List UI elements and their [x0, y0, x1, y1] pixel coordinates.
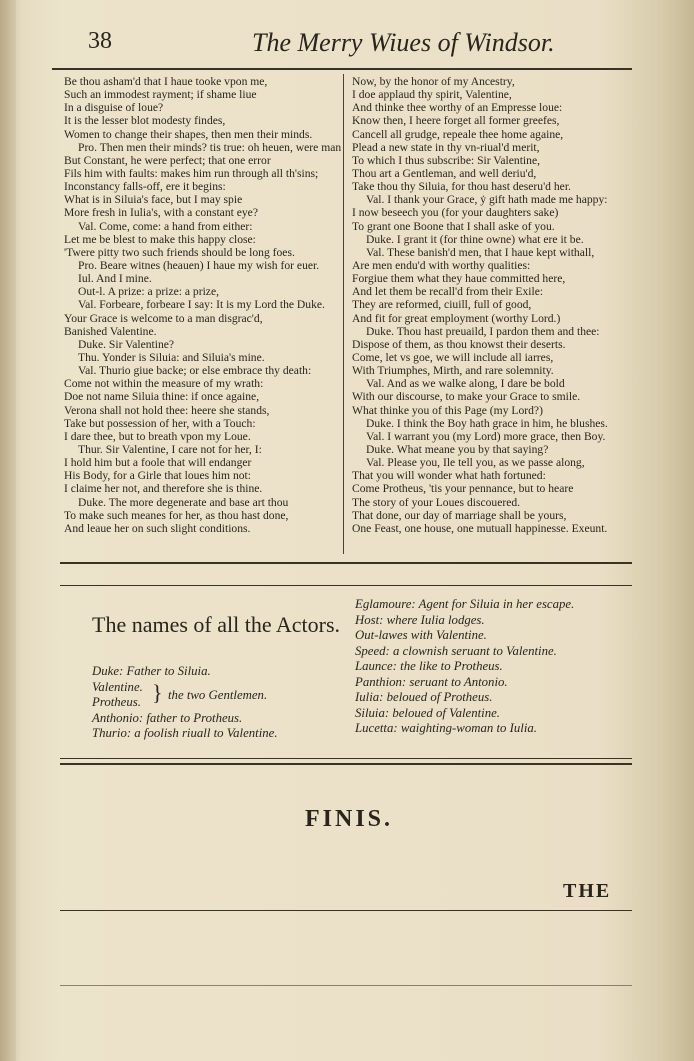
- text-line: But Constant, he were perfect; that one error: [64, 153, 271, 167]
- text-line: Val. I thank your Grace, ẏ gift hath made me happy:: [366, 193, 608, 207]
- text-line: In a disguise of loue?: [64, 101, 164, 115]
- text-line: Val. And as we walke along, I dare be bold: [366, 377, 565, 391]
- text-line: Inconstancy falls-off, ere it begins:: [64, 180, 226, 194]
- actor-entry: Protheus.: [92, 695, 141, 709]
- text-line: And let them be recall'd from their Exile:: [352, 285, 544, 299]
- text-line: Duke. Sir Valentine?: [78, 337, 175, 351]
- actors-bottom-rule: [60, 758, 632, 759]
- text-line: Out-l. A prize: a prize: a prize,: [78, 285, 219, 299]
- brace-mark: }: [152, 680, 163, 705]
- actor-entry: Valentine.: [92, 679, 143, 694]
- text-line: That you will wonder what hath fortuned:: [352, 469, 546, 483]
- text-line: And thinke thee worthy of an Empresse loue:: [352, 101, 563, 115]
- right-text-column: [352, 75, 608, 535]
- actor-entry: Thurio: a foolish riuall to Valentine.: [92, 726, 278, 740]
- left-text-column: [64, 75, 341, 535]
- text-line: Such an immodest rayment; if shame liue: [64, 88, 257, 102]
- actors-bottom-rule-2: [60, 763, 632, 765]
- text-line: Pro. Then men their minds? tis true: oh heuen, were man: [78, 140, 342, 154]
- actor-entry: Eglamoure: Agent for Siluia in her escape.: [355, 597, 575, 611]
- text-line: Plead a new state in thy vn-riual'd merit,: [352, 140, 540, 154]
- text-line: Val. These banish'd men, that I haue kept withall,: [366, 245, 595, 259]
- text-line: To which I thus subscribe: Sir Valentine,: [352, 153, 540, 167]
- text-line: 'Twere pitty two such friends should be long foes.: [64, 245, 295, 259]
- text-line: Take but possession of her, with a Touch:: [64, 416, 256, 430]
- actor-entry: Panthion: seruant to Antonio.: [355, 674, 508, 689]
- text-line: And fit for great employment (worthy Lord.): [352, 311, 561, 325]
- actor-note: the two Gentlemen.: [168, 688, 268, 702]
- text-line: Iul. And I mine.: [78, 272, 152, 286]
- text-line: Come not within the measure of my wrath:: [64, 377, 264, 391]
- text-line: Thu. Yonder is Siluia: and Siluia's mine.: [78, 350, 265, 364]
- text-line: I claime her not, and therefore she is thine.: [64, 482, 263, 496]
- actor-entry: Anthonio: father to Protheus.: [92, 710, 243, 725]
- actors-left-list: [92, 664, 278, 742]
- text-line: Women to change their shapes, then men their minds.: [64, 127, 313, 141]
- text-line: Val. Thurio giue backe; or else embrace thy death:: [78, 364, 312, 378]
- binding-gutter: [0, 0, 16, 1061]
- text-line: Come Protheus, 'tis your pennance, but to heare: [352, 482, 574, 496]
- catchword: THE: [563, 880, 612, 902]
- footer-rule: [60, 910, 632, 911]
- actor-entry: Lucetta: waighting-woman to Iulia.: [355, 721, 537, 735]
- bottom-rule: [60, 985, 632, 986]
- actor-entry: Speed: a clownish seruant to Valentine.: [355, 643, 557, 658]
- text-line: Val. I warrant you (my Lord) more grace, then Boy.: [366, 429, 606, 443]
- text-line: Verona shall not hold thee: heere she stands,: [64, 403, 270, 417]
- text-line: Be thou asham'd that I haue tooke vpon me,: [64, 75, 268, 88]
- text-line: They are reformed, ciuill, full of good,: [352, 298, 532, 312]
- text-line: To make such meanes for her, as thou hast done,: [64, 508, 289, 522]
- text-line: What thinke you of this Page (my Lord?): [352, 403, 543, 417]
- text-line: Val. Forbeare, forbeare I say: It is my Lord the Duke.: [78, 298, 325, 312]
- text-line: I dare thee, but to breath vpon my Loue.: [64, 429, 251, 443]
- text-line: Come, let vs goe, we will include all iarres,: [352, 350, 554, 364]
- actor-entry: Host: where Iulia lodges.: [355, 612, 485, 627]
- text-line: Know then, I heere forget all former greefes,: [352, 114, 560, 128]
- text-line: His Body, for a Girle that loues him not:: [64, 469, 251, 483]
- text-line: With our discourse, to make your Grace to smile.: [352, 390, 581, 404]
- text-line: Now, by the honor of my Ancestry,: [352, 75, 515, 88]
- text-line: To grant one Boone that I shall aske of you.: [352, 219, 555, 233]
- text-line: Duke. I grant it (for thine owne) what ere it be.: [366, 232, 584, 246]
- text-line: Are men endu'd with worthy qualities:: [352, 258, 531, 272]
- text-line: Your Grace is welcome to a man disgrac'd,: [64, 311, 263, 325]
- header-rule: [52, 68, 632, 70]
- text-line: Doe not name Siluia thine: if once againe,: [64, 390, 260, 404]
- text-line: Let me be blest to make this happy close:: [64, 232, 256, 246]
- actor-entry: Duke: Father to Siluia.: [92, 664, 211, 678]
- running-header: [52, 26, 642, 66]
- text-line: Pro. Beare witnes (heauen) I haue my wish for euer.: [78, 258, 320, 272]
- text-line: What is in Siluia's face, but I may spie: [64, 193, 243, 207]
- column-divider: [343, 74, 344, 554]
- text-line: Cancell all grudge, repeale thee home againe,: [352, 127, 564, 141]
- text-line: More fresh in Iulia's, with a constant eye?: [64, 206, 258, 220]
- text-line: Val. Come, come: a hand from either:: [78, 219, 253, 233]
- text-line: Forgiue them what they haue committed here,: [352, 272, 566, 286]
- text-line: I hold him but a foole that will endanger: [64, 456, 252, 470]
- actor-entry: Siluia: beloued of Valentine.: [355, 705, 501, 720]
- actor-entry: Out-lawes with Valentine.: [355, 628, 487, 642]
- text-line: Dispose of them, as thou knowst their deserts.: [352, 337, 566, 351]
- text-line: With Triumphes, Mirth, and rare solemnity.: [352, 364, 554, 378]
- actors-top-rule: [60, 585, 632, 586]
- text-line: Duke. The more degenerate and base art thou: [78, 495, 289, 509]
- actors-heading: The names of all the Actors.: [92, 612, 341, 637]
- text-line: Fils him with faults: makes him run through all th'sins;: [64, 166, 319, 180]
- text-line: Thur. Sir Valentine, I care not for her, I:: [78, 442, 262, 456]
- finis-mark: FINIS.: [305, 806, 394, 832]
- text-line: Duke. What meane you by that saying?: [366, 442, 549, 456]
- facing-page-edge: [664, 0, 694, 1061]
- text-line: One Feast, one house, one mutuall happinesse. Exeunt.: [352, 521, 608, 535]
- actor-entry: Launce: the like to Protheus.: [355, 659, 503, 673]
- text-end-rule: [60, 562, 632, 564]
- text-line: Thou art a Gentleman, and well deriu'd,: [352, 166, 537, 180]
- text-line: I now beseech you (for your daughters sake): [352, 206, 559, 220]
- text-line: Banished Valentine.: [64, 324, 157, 338]
- text-line: And leaue her on such slight conditions.: [64, 521, 251, 535]
- text-line: The story of your Loues discouered.: [352, 495, 521, 509]
- page-number: 38: [88, 28, 112, 54]
- text-line: I doe applaud thy spirit, Valentine,: [352, 88, 512, 102]
- text-line: Duke. Thou hast preuaild, I pardon them and thee:: [366, 324, 600, 338]
- actors-right-list: [355, 597, 574, 737]
- text-line: Take thou thy Siluia, for thou hast deseru'd her.: [352, 180, 571, 194]
- text-line: Duke. I think the Boy hath grace in him, he blushes.: [366, 416, 608, 430]
- text-line: Val. Please you, Ile tell you, as we passe along,: [366, 456, 585, 470]
- text-line: It is the lesser blot modesty findes,: [64, 114, 226, 128]
- actor-entry: Iulia: beloued of Protheus.: [355, 690, 493, 704]
- text-line: That done, our day of marriage shall be yours,: [352, 508, 567, 522]
- running-title: The Merry Wiues of Windsor.: [252, 28, 555, 57]
